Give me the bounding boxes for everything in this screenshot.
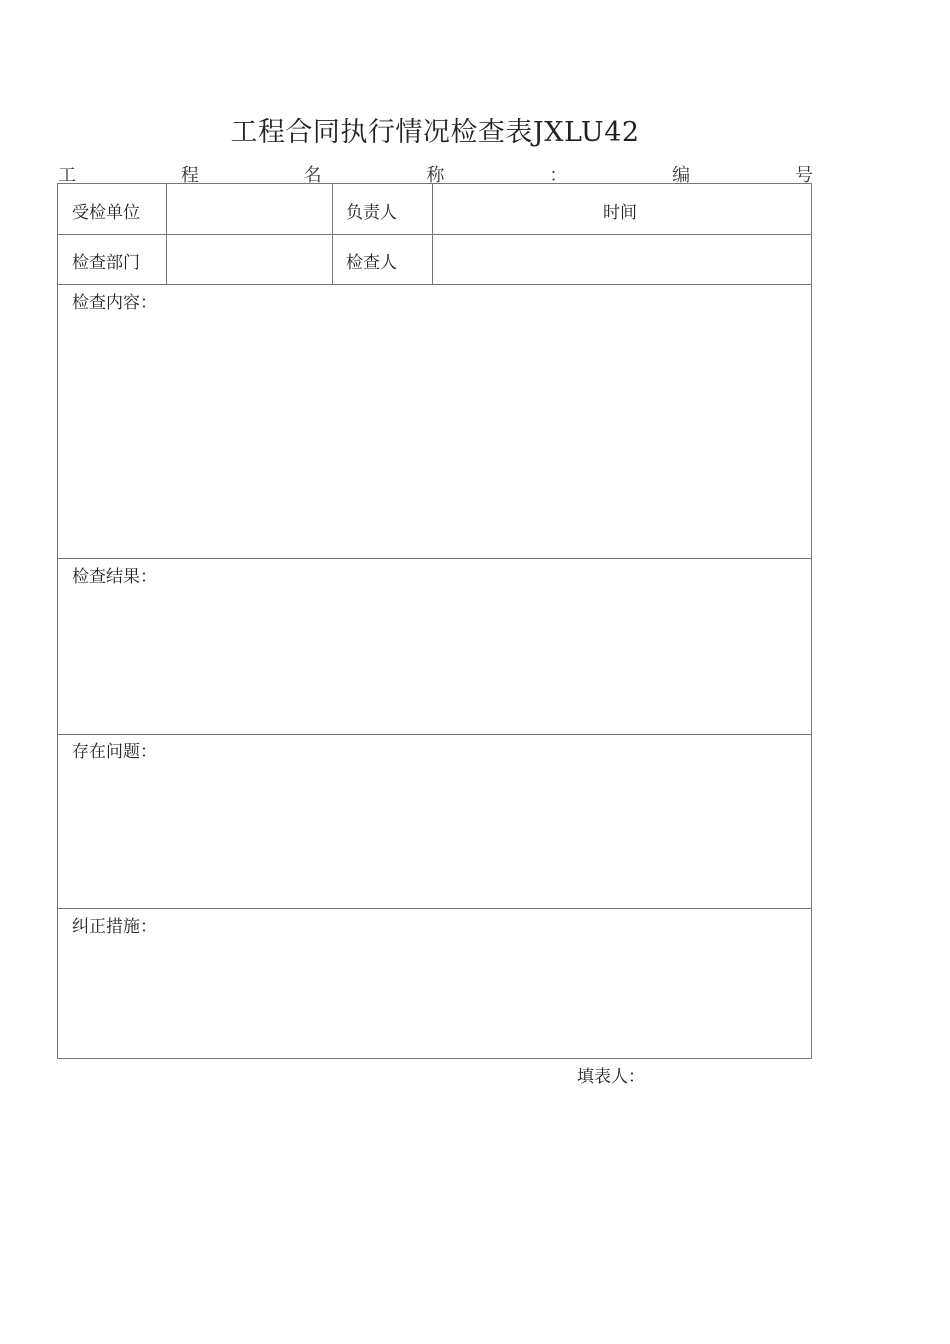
time-label: 时间 [603, 203, 637, 223]
row-divider [58, 284, 811, 285]
meta-char: 工 [58, 165, 76, 186]
meta-char: 号 [794, 165, 813, 186]
meta-char: 称 [426, 165, 445, 186]
column-divider [432, 184, 433, 284]
section-divider [58, 734, 811, 735]
meta-char: 编 [672, 165, 691, 186]
existing-issues-label: 存在问题： [72, 742, 157, 762]
section-divider [58, 908, 811, 909]
meta-char: 名 [303, 165, 322, 186]
meta-char: 程 [180, 165, 199, 186]
inspection-content-label: 检查内容： [72, 293, 157, 313]
person-in-charge-label: 负责人 [346, 203, 397, 223]
inspected-unit-label: 受检单位 [72, 203, 140, 223]
page-title: 工程合同执行情况检查表JXLU42 [230, 117, 640, 148]
meta-char: ： [549, 165, 568, 186]
corrective-measures-label: 纠正措施： [72, 917, 157, 937]
inspection-table [57, 183, 812, 1059]
inspector-label: 检查人 [346, 253, 397, 273]
row-divider [58, 234, 811, 235]
section-divider [58, 558, 811, 559]
form-filler-label: 填表人： [577, 1067, 645, 1087]
inspection-dept-label: 检查部门 [72, 253, 140, 273]
column-divider [332, 184, 333, 284]
inspection-result-label: 检查结果： [72, 567, 157, 587]
column-divider [166, 184, 167, 284]
